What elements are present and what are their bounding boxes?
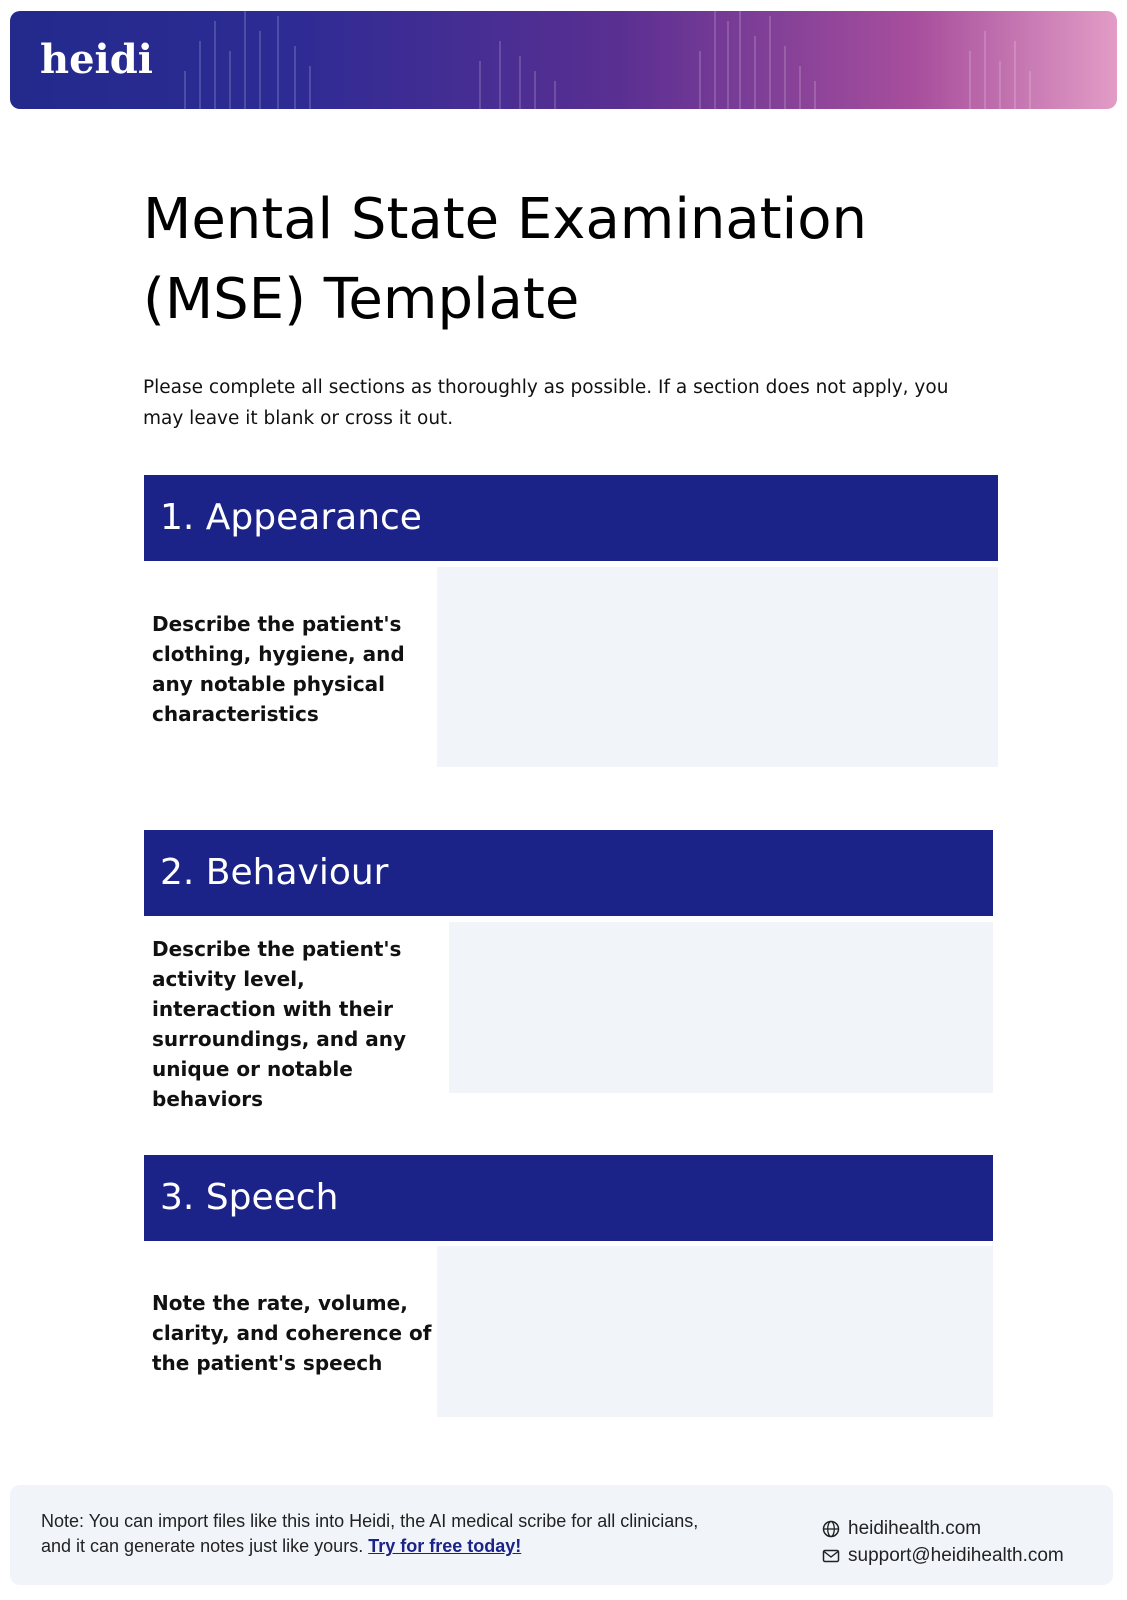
answer-box-speech[interactable] bbox=[437, 1246, 993, 1417]
intro-text: Please complete all sections as thoroughly as possible. If a section does not apply, you may leave it blank or cross it out. bbox=[143, 377, 949, 429]
section-heading-speech: 3. Speech bbox=[144, 1155, 993, 1241]
decorative-lines bbox=[10, 11, 1117, 109]
heidi-logo: heidi bbox=[40, 36, 153, 83]
mail-icon bbox=[822, 1547, 840, 1565]
globe-icon bbox=[822, 1520, 840, 1538]
header-banner bbox=[10, 11, 1117, 109]
prompt-behaviour: Describe the patient's activity level, interaction with their surroundings, and any unique or notable behaviors bbox=[152, 937, 407, 1111]
try-free-link[interactable]: Try for free today! bbox=[368, 1536, 522, 1556]
section-heading-behaviour: 2. Behaviour bbox=[144, 830, 993, 916]
prompt-appearance: Describe the patient's clothing, hygiene, and any notable physical characteristics bbox=[152, 612, 405, 726]
website-text: heidihealth.com bbox=[848, 1518, 982, 1539]
footer-note bbox=[41, 1509, 721, 1559]
section-heading-appearance: 1. Appearance bbox=[144, 475, 998, 561]
footer-note-text: Note: You can import files like this into Heidi, the AI medical scribe for all clinicians, and it can generate notes just like yours. bbox=[41, 1511, 699, 1556]
page-title: Mental State Examination (MSE) Template bbox=[143, 187, 867, 332]
answer-box-appearance[interactable] bbox=[437, 567, 998, 767]
prompt-speech: Note the rate, volume, clarity, and coherence of the patient's speech bbox=[152, 1291, 432, 1375]
answer-box-behaviour[interactable] bbox=[449, 922, 993, 1093]
email-text: support@heidihealth.com bbox=[848, 1545, 1064, 1566]
